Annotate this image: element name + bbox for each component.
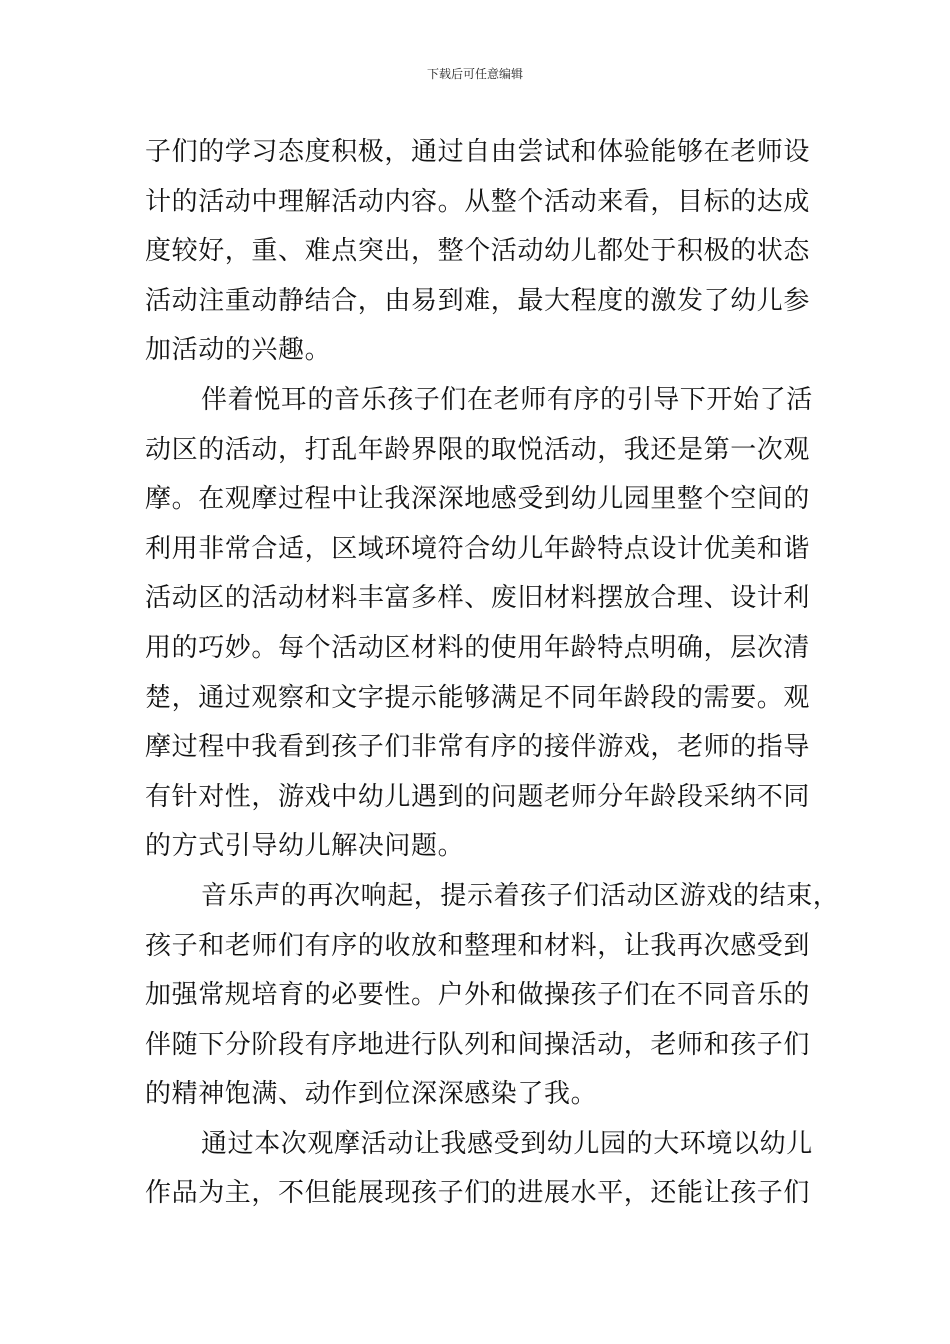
text-line: 加活动的兴趣。 xyxy=(145,335,332,366)
text-line: 孩子和老师们有序的收放和整理和材料，让我再次感受到 xyxy=(145,930,811,961)
text-line: 的方式引导幼儿解决问题。 xyxy=(145,831,465,862)
page-header: 下载后可任意编辑 xyxy=(426,67,523,81)
text-line: 子们的学习态度积极，通过自由尝试和体验能够在老师设 xyxy=(145,137,811,167)
text-line: 度较好，重、难点突出，整个活动幼儿都处于积极的状态 xyxy=(145,236,811,267)
text-line: 的精神饱满、动作到位深深感染了我。 xyxy=(145,1079,598,1110)
text-line: 通过本次观摩活动让我感受到幼儿园的大环境以幼儿 xyxy=(201,1128,813,1159)
text-line: 计的活动中理解活动内容。从整个活动来看，目标的达成 xyxy=(145,186,811,217)
paragraph xyxy=(145,376,835,872)
text-line: 楚，通过观察和文字提示能够满足不同年龄段的需要。观 xyxy=(145,682,811,713)
text-line: 动区的活动，打乱年龄界限的取悦活动，我还是第一次观 xyxy=(145,434,811,465)
paragraph xyxy=(145,1120,835,1219)
text-line: 作品为主，不但能展现孩子们的进展水平，还能让孩子们 xyxy=(145,1178,811,1209)
text-line: 有针对性，游戏中幼儿遇到的问题老师分年龄段采纳不同 xyxy=(145,781,811,812)
text-line: 伴着悦耳的音乐孩子们在老师有序的引导下开始了活 xyxy=(201,384,813,415)
text-line: 加强常规培育的必要性。户外和做操孩子们在不同音乐的 xyxy=(145,980,811,1011)
text-line: 伴随下分阶段有序地进行队列和间操活动，老师和孩子们 xyxy=(145,1029,811,1060)
text-line: 活动注重动静结合，由易到难，最大程度的激发了幼儿参 xyxy=(145,285,811,316)
text-line: 用的巧妙。每个活动区材料的使用年龄特点明确，层次清 xyxy=(145,632,811,663)
text-line: 摩过程中我看到孩子们非常有序的接伴游戏，老师的指导 xyxy=(145,732,811,763)
text-line: 利用非常合适，区域环境符合幼儿年龄特点设计优美和谐 xyxy=(145,533,811,564)
text-line: 音乐声的再次响起，提示着孩子们活动区游戏的结束， xyxy=(201,880,840,911)
paragraph xyxy=(145,128,835,376)
text-line: 活动区的活动材料丰富多样、废旧材料摆放合理、设计利 xyxy=(145,583,811,614)
text-line: 摩。在观摩过程中让我深深地感受到幼儿园里整个空间的 xyxy=(145,484,811,515)
document-body xyxy=(145,128,840,1219)
paragraph xyxy=(145,872,840,1120)
